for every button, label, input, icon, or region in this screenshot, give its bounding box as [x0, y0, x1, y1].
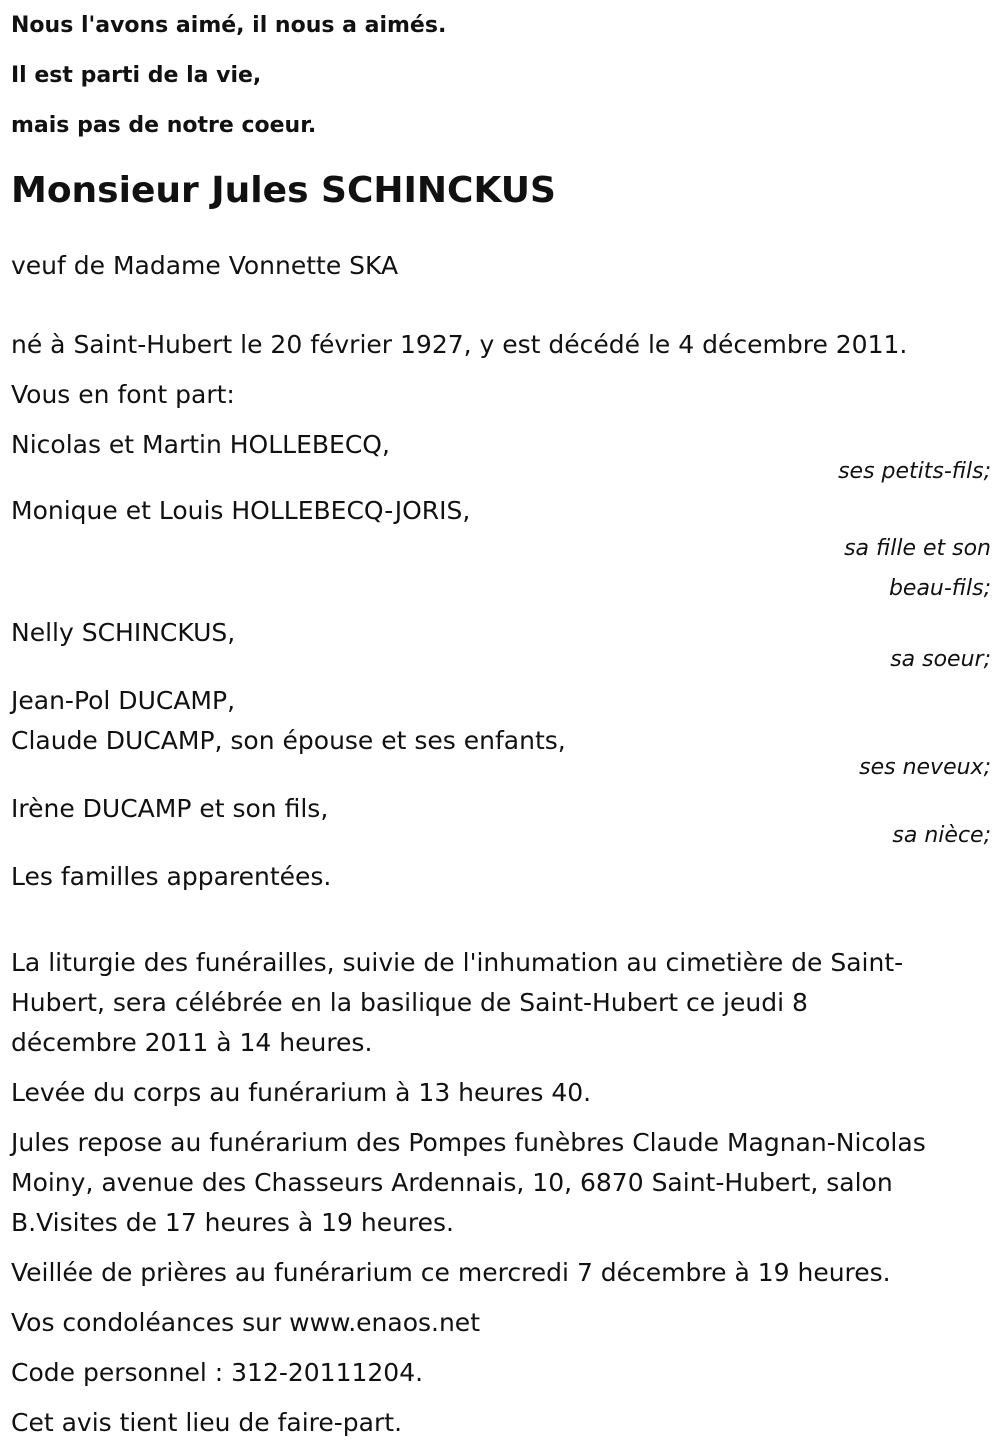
levee-text: Levée du corps au funérarium à 13 heures 40.	[11, 1078, 592, 1107]
family-relation: sa fille et son	[844, 536, 991, 561]
birth-death-dates: né à Saint-Hubert le 20 février 1927, y est décédé le 4 décembre 2011.	[11, 330, 908, 359]
family-member-names: Claude DUCAMP, son épouse et ses enfants,	[11, 726, 566, 755]
condolences-text: Vos condoléances sur www.enaos.net	[11, 1308, 480, 1337]
opening-quote	[11, 1, 991, 151]
liturgy-text-line: Hubert, sera célébrée en la basilique de Saint-Hubert ce jeudi 8	[11, 988, 808, 1017]
family-member-names: Jean-Pol DUCAMP,	[11, 686, 236, 715]
family-member-names: Les familles apparentées.	[11, 862, 332, 891]
personal-code: Code personnel : 312-20111204.	[11, 1358, 424, 1387]
veillee-text: Veillée de prières au funérarium ce mercredi 7 décembre à 19 heures.	[11, 1258, 891, 1287]
family-relation: sa nièce;	[892, 823, 991, 848]
repose-text-line: Moiny, avenue des Chasseurs Ardennais, 10, 6870 Saint-Hubert, salon	[11, 1168, 893, 1197]
faire-part-notice: Cet avis tient lieu de faire-part.	[11, 1408, 403, 1437]
liturgy-text-line: La liturgie des funérailles, suivie de l'inhumation au cimetière de Saint-	[11, 948, 904, 977]
repose-text-line: B.Visites de 17 heures à 19 heures.	[11, 1208, 455, 1237]
quote-line: mais pas de notre coeur.	[11, 113, 317, 138]
funeral-details	[11, 943, 991, 1443]
family-relation: ses neveux;	[859, 755, 991, 780]
family-member-names: Irène DUCAMP et son fils,	[11, 794, 329, 823]
family-list	[11, 425, 991, 897]
family-member-names: Nelly SCHINCKUS,	[11, 618, 236, 647]
widower-of: veuf de Madame Vonnette SKA	[11, 251, 399, 280]
family-relation: sa soeur;	[890, 647, 991, 672]
announce-text: Vous en font part:	[11, 380, 235, 409]
repose-text-line: Jules repose au funérarium des Pompes funèbres Claude Magnan-Nicolas	[11, 1128, 926, 1157]
family-relation: ses petits-fils;	[838, 459, 991, 484]
liturgy-text-line: décembre 2011 à 14 heures.	[11, 1028, 373, 1057]
quote-line: Il est parti de la vie,	[11, 63, 262, 88]
family-member-names: Nicolas et Martin HOLLEBECQ,	[11, 430, 390, 459]
quote-line: Nous l'avons aimé, il nous a aimés.	[11, 13, 447, 38]
family-member-names: Monique et Louis HOLLEBECQ-JORIS,	[11, 496, 471, 525]
deceased-name: Monsieur Jules SCHINCKUS	[11, 170, 556, 211]
family-relation: beau-fils;	[888, 576, 991, 601]
obituary-notice	[11, 0, 991, 1443]
